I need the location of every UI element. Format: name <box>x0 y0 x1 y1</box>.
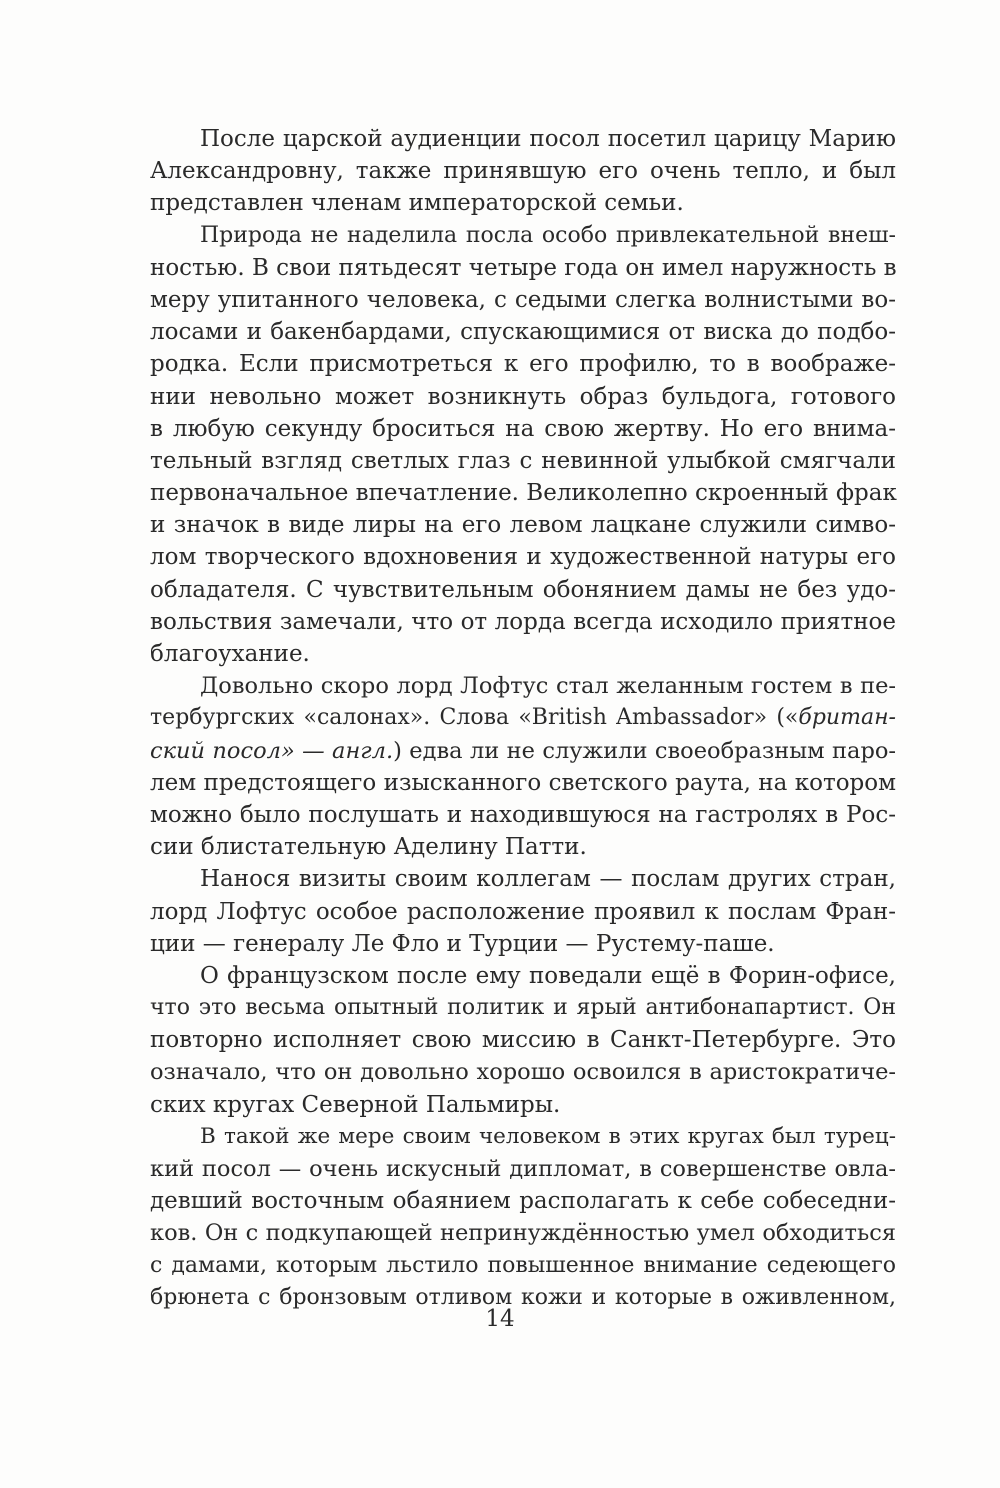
text-line: ции — генералу Ле Фло и Турции — Рустему-паше. <box>150 930 775 957</box>
text-line: Нанося визиты своим коллегам — послам других стран, <box>200 866 896 893</box>
text-line: ских кругах Северной Пальмиры. <box>150 1091 561 1118</box>
body-text <box>150 123 896 1314</box>
text-line: лорд Лофтус особое расположение проявил к послам Фран- <box>150 898 896 925</box>
text-line: кий посол — очень искусный дипломат, в совершенстве овла- <box>150 1156 896 1182</box>
italic-fragment: британ- <box>798 705 896 731</box>
text-line: благоухание. <box>150 641 310 667</box>
text-line: Довольно скоро лорд Лофтус стал желанным гостем в пе- <box>200 673 896 700</box>
text-line: первоначальное впечатление. Великолепно скроенный фрак <box>150 480 897 507</box>
text-line: О французском после ему поведали ещё в Форин-офисе, <box>200 962 896 989</box>
text-line: девший восточным обаянием располагать к себе собеседни- <box>150 1188 896 1215</box>
text-line: тельный взгляд светлых глаз с невинной улыбкой смягчали <box>150 447 896 474</box>
text-line: повторно исполняет свою миссию в Санкт-Петербурге. Это <box>150 1027 896 1054</box>
page-number: 14 <box>485 1306 515 1332</box>
text-line: ностью. В свои пятьдесят четыре года он имел наружность в <box>150 254 897 281</box>
text-line: лом творческого вдохновения и художественной натуры его <box>150 544 896 571</box>
text-line: и значок в виде лиры на его левом лацкане служили симво- <box>150 512 896 539</box>
text-line: нии невольно может возникнуть образ бульдога, готового <box>150 383 896 410</box>
text-line: можно было послушать и находившуюся на гастролях в Рос- <box>150 801 896 828</box>
text-fragment: ) едва ли не служили своеобразным паро- <box>393 737 896 764</box>
text-line: родка. Если присмотреться к его профилю, то в воображе- <box>150 351 896 378</box>
text-line <box>150 735 896 767</box>
italic-fragment: ский посол» — <box>150 737 333 764</box>
text-line: представлен членам императорской семьи. <box>150 190 684 217</box>
text-line: означало, что он довольно хорошо освоился в аристократиче- <box>150 1059 896 1086</box>
text-line: вольствия замечали, что от лорда всегда исходило приятное <box>150 608 896 635</box>
text-line: В такой же мере своим человеком в этих кругах был турец- <box>200 1123 896 1149</box>
italic-fragment: англ. <box>332 737 394 764</box>
text-line: с дамами, которым льстило повышенное внимание седеющего <box>150 1252 896 1278</box>
text-line: брюнета с бронзовым отливом кожи и которые в оживленном, <box>150 1284 896 1310</box>
text-line: После царской аудиенции посол посетил царицу Марию <box>200 126 896 152</box>
text-line: Александровну, также принявшую его очень тепло, и был <box>150 158 896 185</box>
text-line: в любую секунду броситься на свою жертву. Но его внима- <box>150 415 896 442</box>
text-line: Природа не наделила посла особо привлекательной внеш- <box>200 222 896 248</box>
text-line: лосами и бакенбардами, спускающимися от виска до подбо- <box>150 319 896 346</box>
text-line <box>150 702 896 734</box>
text-line: обладателя. С чувствительным обонянием дамы не без удо- <box>150 576 896 603</box>
text-line: что это весьма опытный политик и ярый антибонапартист. Он <box>150 995 896 1021</box>
text-line: сии блистательную Аделину Патти. <box>150 834 587 861</box>
text-line: лем предстоящего изысканного светского раута, на котором <box>150 769 896 796</box>
text-fragment: тербургских «салонах». Слова «British Ambassador» (« <box>150 705 799 731</box>
text-line: ков. Он с подкупающей непринуждённостью умел обходиться <box>150 1220 896 1247</box>
text-line: меру упитанного человека, с седыми слегка волнистыми во- <box>150 286 896 313</box>
